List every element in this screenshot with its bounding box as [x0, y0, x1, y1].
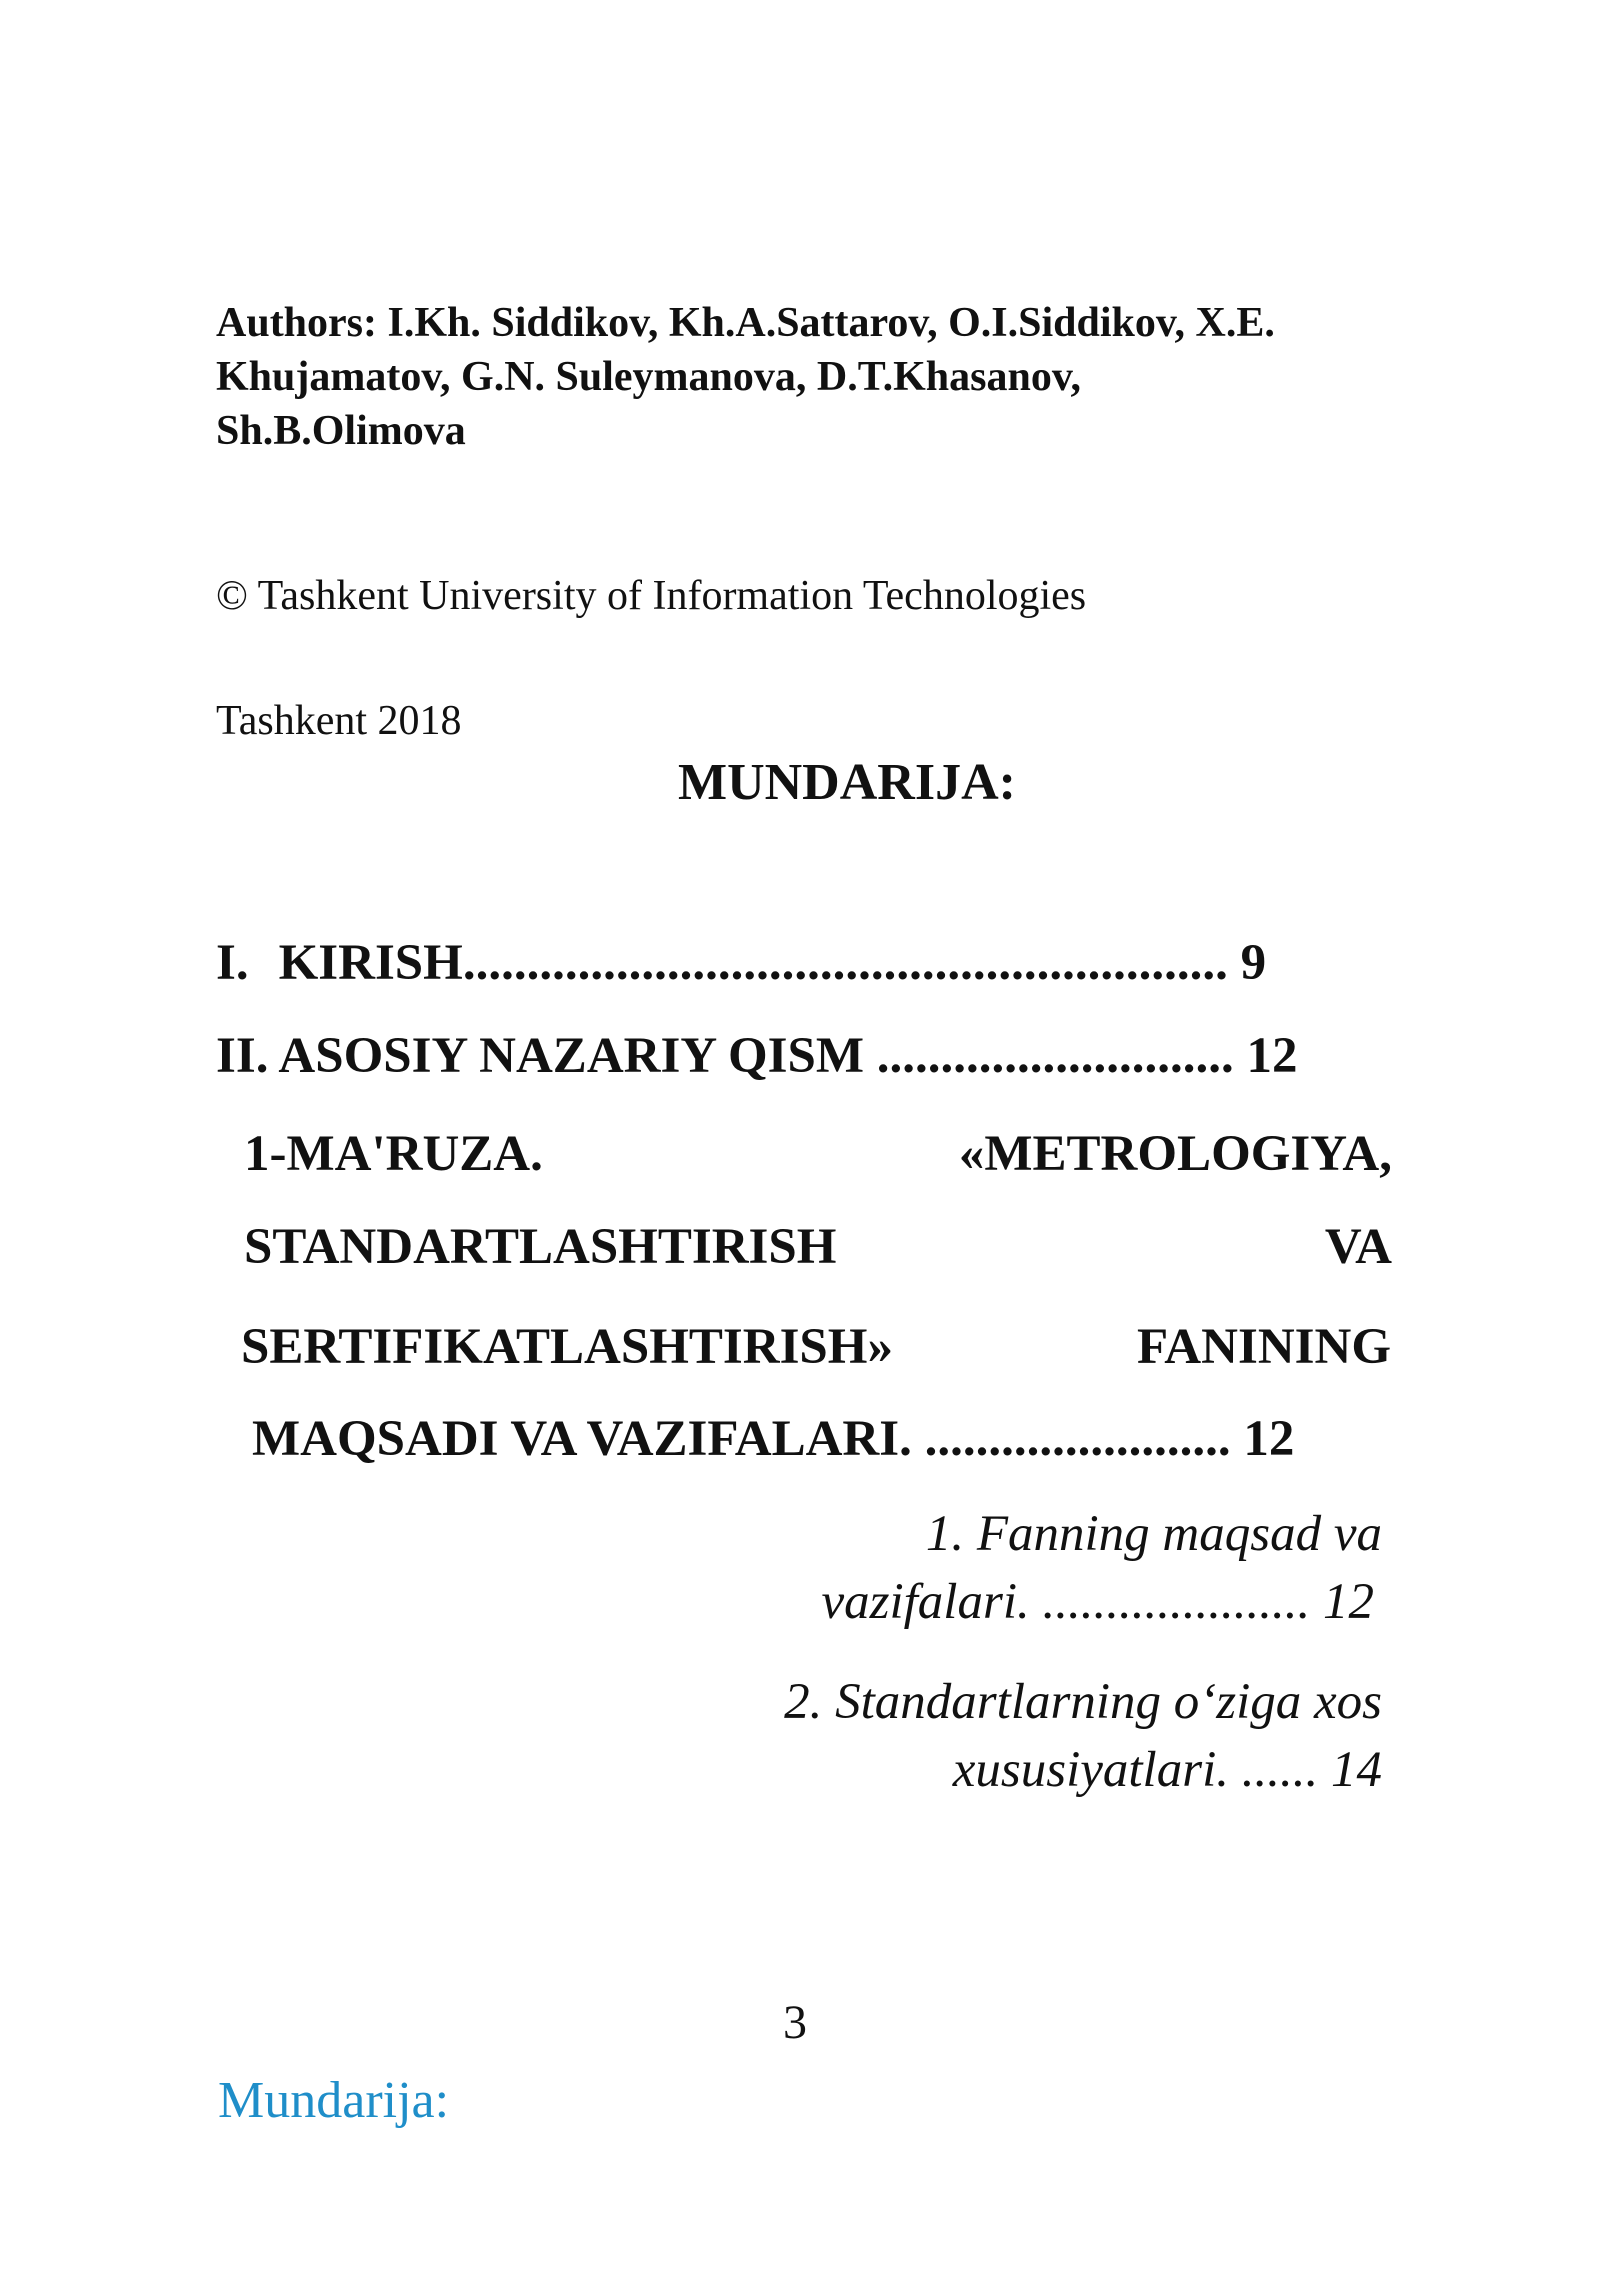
page-number: 3: [783, 1996, 807, 2049]
toc-subentry-1[interactable]: [821, 1500, 1382, 1636]
toc-entry-numeral: I.: [216, 935, 249, 991]
toc-heading: MUNDARIJA:: [678, 754, 1016, 811]
authors-block: [216, 296, 1416, 458]
copyright-notice: © Tashkent University of Information Technologies: [216, 573, 1087, 619]
toc-lecture-line-3: [241, 1314, 1391, 1380]
toc-subentry-line: 2. Standartlarning o‘ziga xos: [784, 1674, 1382, 1730]
toc-lecture-word: VA: [1324, 1219, 1392, 1275]
toc-subentry-line: xususiyatlari. ...... 14: [952, 1742, 1382, 1798]
toc-lecture-line-2: [244, 1214, 1392, 1280]
toc-subentry-line: vazifalari. ..................... 12: [821, 1574, 1374, 1630]
toc-entry-title: II. ASOSIY NAZARIY QISM: [216, 1028, 865, 1084]
toc-subentry-line: 1. Fanning maqsad va: [925, 1506, 1382, 1562]
authors-line-1: Authors: I.Kh. Siddikov, Kh.A.Sattarov, O.I.Siddikov, X.E.: [216, 300, 1275, 346]
toc-subentry-2[interactable]: [784, 1668, 1382, 1804]
toc-lecture-word: STANDARTLASHTIRISH: [244, 1219, 837, 1275]
toc-lecture-line-1: [244, 1121, 1392, 1187]
place-year: Tashkent 2018: [216, 698, 462, 744]
toc-entry-kirish[interactable]: [216, 930, 1266, 996]
toc-lecture-word: MAQSADI VA VAZIFALARI.: [252, 1411, 912, 1467]
toc-entry-page: 9: [1240, 935, 1267, 991]
toc-entry-title: KIRISH: [278, 935, 463, 991]
toc-lecture-word: «METROLOGIYA,: [958, 1126, 1392, 1182]
authors-line-2: Khujamatov, G.N. Suleymanova, D.T.Khasanov,: [216, 354, 1082, 400]
toc-lecture-line-4: [252, 1406, 1294, 1472]
toc-dot-leader: ............................................................: [462, 935, 1228, 991]
toc-lecture-word: SERTIFIKATLASHTIRISH»: [241, 1319, 893, 1375]
toc-entry-page: 12: [1243, 1411, 1295, 1467]
toc-dot-leader: ............................: [876, 1028, 1234, 1084]
toc-lecture-label: 1-MA'RUZA.: [244, 1126, 543, 1182]
toc-dot-leader: ........................: [924, 1411, 1231, 1467]
toc-entry-asosiy-nazariy-qism[interactable]: [216, 1023, 1298, 1089]
toc-lecture-word: FANINING: [1136, 1319, 1391, 1375]
toc-entry-page: 12: [1246, 1028, 1298, 1084]
mundarija-link[interactable]: Mundarija:: [218, 2072, 450, 2129]
authors-line-3: Sh.B.Olimova: [216, 408, 466, 454]
